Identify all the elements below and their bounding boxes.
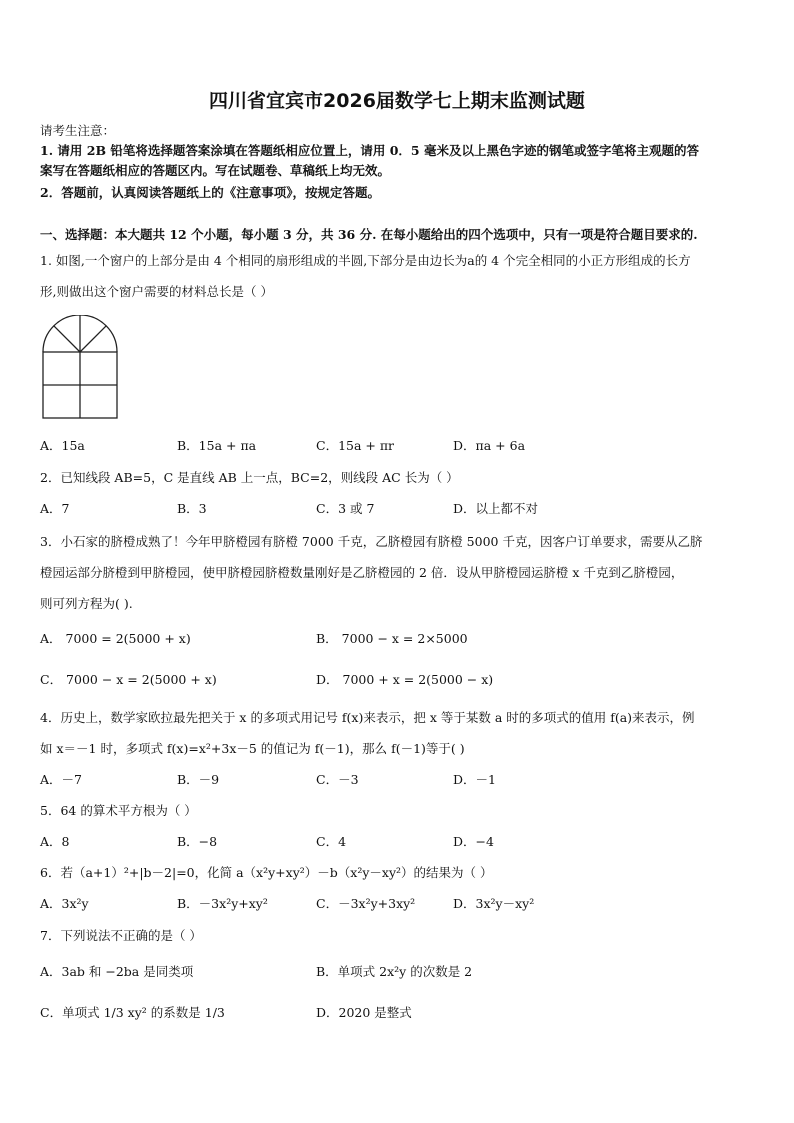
q4-option-d: D．－1 bbox=[453, 772, 496, 787]
q3-stem-line3: 则可列方程为( ). bbox=[40, 596, 133, 611]
q4-option-a: A．－7 bbox=[40, 772, 82, 787]
q4-option-b: B．－9 bbox=[177, 772, 220, 787]
q2-option-d: D．以上都不对 bbox=[453, 501, 539, 516]
q1-option-c: C．15a + πr bbox=[316, 438, 395, 453]
section-heading: 一、选择题：本大题共 12 个小题，每小题 3 分，共 36 分. 在每小题给出的四个选项中，只有一项是符合题目要求的. bbox=[40, 227, 698, 242]
q5-option-a: A．8 bbox=[40, 834, 70, 849]
q3-option-b: B． 7000 − x = 2×5000 bbox=[316, 631, 468, 646]
q3-stem-line1: 3．小石家的脐橙成熟了！今年甲脐橙园有脐橙 7000 千克，乙脐橙园有脐橙 5000 千克，因客户订单要求，需要从乙脐 bbox=[40, 534, 703, 549]
q6-option-d: D．3x²y－xy² bbox=[453, 896, 535, 911]
q2-stem: 2．已知线段 AB=5，C 是直线 AB 上一点，BC=2，则线段 AC 长为（ ） bbox=[40, 470, 459, 485]
q5-option-b: B．−8 bbox=[177, 834, 218, 849]
q6-option-c: C．－3x²y+3xy² bbox=[316, 896, 416, 911]
notice-item1-line1: 1. 请用 2B 铅笔将选择题答案涂填在答题纸相应位置上，请用 0．5 毫米及以上黑色字迹的钢笔或签字笔将主观题的答 bbox=[40, 143, 699, 158]
notice-item1-line2: 案写在答题纸相应的答题区内。写在试题卷、草稿纸上均无效。 bbox=[40, 163, 391, 178]
q6-option-a: A．3x²y bbox=[40, 896, 89, 911]
q1-stem-line2: 形,则做出这个窗户需要的材料总长是（ ） bbox=[40, 284, 273, 299]
q7-option-d: D．2020 是整式 bbox=[316, 1005, 412, 1020]
q2-option-b: B．3 bbox=[177, 501, 207, 516]
q6-stem: 6．若（a+1）²+|b－2|=0，化简 a（x²y+xy²）－b（x²y－xy²）的结果为（ ） bbox=[40, 865, 493, 880]
page-title: 四川省宜宾市2026届数学七上期末监测试题 bbox=[209, 90, 585, 112]
q3-option-d: D． 7000 + x = 2(5000 − x) bbox=[316, 672, 494, 687]
window-figure-icon bbox=[40, 315, 120, 420]
q7-option-c-value: 1/3 bbox=[204, 1005, 225, 1020]
notice-heading: 请考生注意： bbox=[40, 123, 116, 138]
q4-stem-line1: 4．历史上，数学家欧拉最先把关于 x 的多项式用记号 f(x)来表示，把 x 等于某数 a 时的多项式的值用 f(a)来表示，例 bbox=[40, 710, 695, 725]
q7-option-c-middle: xy² 的系数是 bbox=[127, 1005, 201, 1020]
q5-option-c: C．4 bbox=[316, 834, 347, 849]
q5-option-d: D．−4 bbox=[453, 834, 494, 849]
q1-option-b: B．15a + πa bbox=[177, 438, 257, 453]
notice-item2: 2．答题前，认真阅读答题纸上的《注意事项》，按规定答题。 bbox=[40, 185, 380, 200]
q4-stem-line2: 如 x＝－1 时，多项式 f(x)=x²+3x－5 的值记为 f(－1)，那么 f(－1)等于( ) bbox=[40, 741, 465, 756]
q1-stem-line1: 1. 如图,一个窗户的上部分是由 4 个相同的扇形组成的半圆,下部分是由边长为a的 4 个完全相同的小正方形组成的长方 bbox=[40, 253, 691, 268]
q3-option-a: A． 7000 = 2(5000 + x) bbox=[40, 631, 191, 646]
q7-option-c bbox=[40, 1003, 225, 1021]
q7-stem: 7．下列说法不正确的是（ ） bbox=[40, 928, 202, 943]
q6-option-b: B．－3x²y+xy² bbox=[177, 896, 268, 911]
q1-option-a: A．15a bbox=[40, 438, 85, 453]
q3-stem-line2: 橙园运部分脐橙到甲脐橙园，使甲脐橙园脐橙数量刚好是乙脐橙园的 2 倍．设从甲脐橙园运脐橙 x 千克到乙脐橙园， bbox=[40, 565, 684, 580]
q2-option-c: C．3 或 7 bbox=[316, 501, 375, 516]
q5-stem: 5．64 的算术平方根为（ ） bbox=[40, 803, 197, 818]
q1-option-d: D．πa + 6a bbox=[453, 438, 526, 453]
q3-option-c: C． 7000 − x = 2(5000 + x) bbox=[40, 672, 217, 687]
q4-option-c: C．－3 bbox=[316, 772, 359, 787]
q7-option-a: A．3ab 和 −2ba 是同类项 bbox=[40, 964, 194, 979]
q7-option-b: B．单项式 2x²y 的次数是 2 bbox=[316, 964, 473, 979]
q7-option-c-prefix: C．单项式 bbox=[40, 1005, 100, 1020]
q7-option-c-fraction: 1/3 bbox=[103, 1005, 124, 1020]
q2-option-a: A．7 bbox=[40, 501, 70, 516]
